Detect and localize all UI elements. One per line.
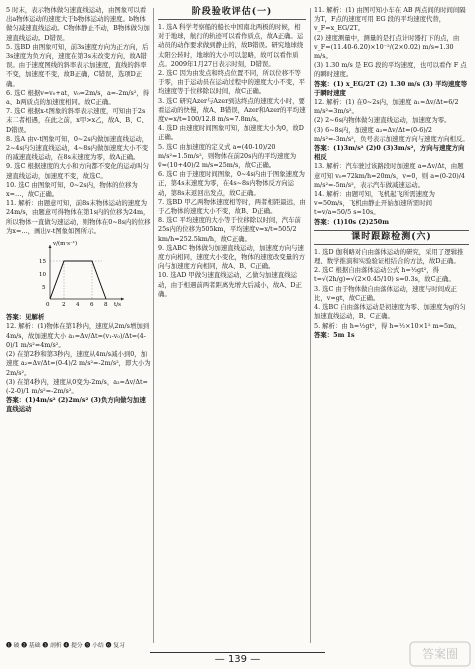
x-axis-label: t/s [114, 302, 121, 308]
y-axis-arrow [49, 245, 52, 248]
mid-para-2: 3. 选C 研究Azer与Azer到达终点的速度大小时，要看运动的快慢，故A、B错误，Azer和Azer的平均速度v=x/t=100/12.8 m/s≈7.8m/s。 [158, 96, 306, 124]
mid-para-6: 7. 选BD 甲乙两物体速度相等时，两者相距最远，由于乙物体的速度大小不变，故B、D正确。 [158, 197, 306, 216]
right-para-10: 答案：(1)10s (2)250m [314, 217, 389, 226]
mid-para-4: 5. 选C 由加速度的定义式 a=(40-10)/20 m/s²=1.5m/s²，则物体在前20s内的平均速度为 v̄=(10+40)/2 m/s=25m/s，故C正确。 [158, 142, 297, 170]
left-column [6, 6, 151, 646]
left-para-0: 5 时末，表示物体做匀速直线运动，由图象可以看出a物体运动的速度大于b物体运动的速度。b物体做匀减速直线运动。C物体静止不动，B物体做匀加速直线运动。D错误。 [6, 6, 150, 42]
mid-para-8: 9. 选ABC 物体做匀加速直线运动，加速度方向与速度方向相同，速度大小变化，物体的速度改变量的方向与加速度方向相同，故A、B、C正确。 [158, 243, 305, 271]
x-axis-arrow [121, 298, 124, 301]
right2-para-5: 答案：5m 1s [314, 330, 355, 339]
y-axis-label: v/(m·s⁻¹) [53, 241, 78, 248]
left-para-5: 9. 选C 根据速度的大小和方向都不变化的运动叫匀速直线运动，加速度不变，故选C。 [6, 162, 149, 180]
right2-para-0: 1. 选D 伽利略对自由落体运动的研究，采用了逻辑推理、数学推演和实验验证相结合的方法，故D正确。 [314, 247, 464, 266]
mid-para-7: 8. 选C 平均速度的大小等于位移除以时间，汽车前25s内的位移为505km，平均速度v=x/t=505/2 km/h=252.5km/h，故C正确。 [158, 216, 301, 243]
left-para-10: (2) 在第2秒和第3秒内，速度从4m/s减小到0，加速度 a₂=Δv/Δt=(0-4)/2 m/s²=-2m/s²，即大小为2m/s²。 [6, 350, 151, 377]
velocity-time-figure [36, 239, 126, 307]
left-para-12: 答案：(1)4m/s² (2)2m/s² (3)负方向做匀加速直线运动 [6, 396, 146, 414]
footer-legend-wrap [6, 640, 156, 652]
right-para-4: 12. 解析：(1) 在0~2s内，加速度 a₁=Δv/Δt=6/2 m/s²=3m/s²。 [314, 98, 459, 116]
right2-para-3: 4. 选BC 自由落体运动是初速度为零、加速度为g的匀加速直线运动，B、C正确。 [314, 303, 466, 321]
left-para-3: 7. 选C 根据x-t图象的斜率表示速度，可知由于2s末二者相遇，在此之前，x甲>x乙，故A、B、C、D错误。 [6, 107, 148, 134]
right-column [314, 6, 469, 646]
mid-para-0: 1. 选A 科学考察船的船长中国南北两极的时候，相对于地球，航行的轨迹可以看作质点，故A正确。运动员的动作要求做到静止的，故B错误。研究地球绕太阳公转时，地球的大小可以忽略，故可以看作质点。2009年1月27日表示时刻，D错误。 [158, 23, 304, 68]
left-para-7: 11. 解析：由题意可知，前8s末物体运动的速度为24m/s，由题意可得物体在第1s内的位移为24m，所以物体一直做匀速运动，则物体在0~8s内的位移为x=…，画出v-t图象如图所示。 [6, 199, 151, 235]
left-para-11: (3) 在第4秒内，速度从0变为-2m/s，a₃=Δv/Δt=(-2-0)/1 m/s²=-2m/s²。 [6, 377, 148, 395]
left-para-2: 6. 选C 根据v=v₀+at，v₀=2m/s，a=-2m/s²，得a、b两质点的加速度相同。故C正确。 [6, 88, 150, 107]
mid-para-5: 6. 选C 由于速度时间图象，0~4s内由于图象速度为正，第4s末速度为零，在4s~8s内物体反方向运动，第8s末返回出发点，故C正确。 [158, 170, 305, 197]
right-para-0: 11. 解析：(1) 由图可知小车在 AB 两点间的时间间隔为T，F点的速度可用 EG 段的平均速度代替，v_F=x_EG/2T。 [314, 6, 466, 33]
x-tick-0: 0 [46, 302, 50, 308]
middle-column [158, 6, 306, 646]
velocity-line [50, 261, 106, 299]
section-title-lesson-tracking: 课时跟踪检测(六) [314, 230, 469, 245]
right2-para-2: 3. 选C 由于物体做自由落体运动，速度与时间成正比，v=gt，故C正确。 [314, 284, 457, 302]
right2-para-4: 5. 解析：由 h=½gt²，得 h=½×10×1² m=5m。 [314, 321, 461, 330]
page-number: — 139 — [214, 654, 261, 665]
left-para-8: 答案：见解析 [6, 313, 45, 322]
footer-rule [150, 652, 325, 653]
right-para-3: 答案：(1) x_EG/2T (2) 1.30 m/s (3) 平均速度等于瞬时速度 [314, 79, 468, 97]
mid-para-1: 2. 选C 因为由发点和终点位置不同，所以位移不等于零，由于运动员在运动过程中的速度大小不变，平均速度等于位移除以时间，故C正确。 [158, 69, 305, 96]
right-para-2: (3) 1.30 m/s 是 EG 段的平均速度，也可以看作 F 点的瞬时速度。 [314, 61, 467, 79]
column-divider-left [153, 8, 154, 643]
right-para-9: 14. 解析：由题可知，飞机起飞所需速度为 v=50m/s，飞机由静止开始加速所需时间 t=v/a=50/5 s=10s。 [314, 190, 435, 217]
footer-legend: ❶ 破 ❷ 基础 ❸ 剖析 ❹ 提分 ❺ 小结 ❻ 复习 [6, 643, 125, 649]
right-para-7: 答案：(1)3m/s² (2)0 (3)3m/s²，方向与速度方向相反 [314, 144, 465, 162]
left-para-1: 5. 选BD 由图象可知，前3s速度方向为正方向，后3s速度为负方向，速度在第3s末改变方向，故A错误。由于速度图线的斜率表示加速度，直线的斜率不变，加速度不变，故B正确，C错误，选项D正确。 [6, 42, 149, 88]
y-tick-5: 5 [42, 285, 46, 292]
column-divider-right [310, 8, 311, 643]
right-para-8: 13. 解析：汽车驶过该路段时加速度 a=Δv/Δt，由题意可知 v₀=72km/h=20m/s，v=0，则 a=(0-20)/4 m/s²=-5m/s²，表示汽车做减速运动。 [314, 162, 466, 189]
left-para-6: 10. 选C 由图象可知，0~2s内，物体的位移为x=…，故C正确。 [6, 180, 138, 199]
x-tick-8: 8 [104, 302, 108, 308]
x-tick-6: 6 [90, 302, 94, 308]
mid-para-3: 4. 选D 由速度时间图象可知，加速度大小为0，故D正确。 [158, 124, 304, 142]
y-tick-10: 10 [39, 272, 46, 279]
right-para-6: (3) 6~8s内，加速度 a₃=Δv/Δt=(0-6)/2 m/s²=-3m/s²，负号表示加速度方向与速度方向相反。 [314, 125, 469, 143]
y-tick-15: 15 [39, 259, 46, 266]
mid-para-9: 10. 选AD 甲做匀速直线运动，乙做匀加速直线运动，由于相遇前两者距离先增大后减小，故A、D正确。 [158, 271, 302, 298]
watermark-logo [409, 641, 471, 667]
left-para-9: 12. 解析：(1)物体在第1秒内，速度从2m/s增加到4m/s，故加速度大小 a₁=Δv/Δt=(v₁-v₀)/Δt=(4-0)/1 m/s²=4m/s²。 [6, 322, 150, 349]
watermark-text: 答案圈 [421, 647, 459, 661]
right-para-5: (2) 2~6s内物体做匀速直线运动，加速度为零。 [314, 116, 451, 125]
left-para-4: 8. 选A 由v-t图象可知，0~2s内做加速直线运动，2~4s内匀速直线运动，4~8s内做加速度大小不变的减速直线运动，在8s末速度为零，故A正确。 [6, 134, 149, 162]
right-para-1: (2) 速度测量中，测量的是打点计时器打下的点，由 v_F=(11.40-6.20)×10⁻²/(2×0.02) m/s≈1.30 m/s。 [314, 33, 460, 61]
x-tick-4: 4 [76, 302, 80, 308]
x-tick-2: 2 [62, 302, 66, 308]
section-title-stage-evaluation: 阶段验收评估(一) [158, 6, 306, 20]
right2-para-1: 2. 选C 根据自由落体运动公式 h=½gt²，得 t=√(2h/g)=√(2×0.45/10) s=0.3s，故C正确。 [314, 266, 455, 284]
